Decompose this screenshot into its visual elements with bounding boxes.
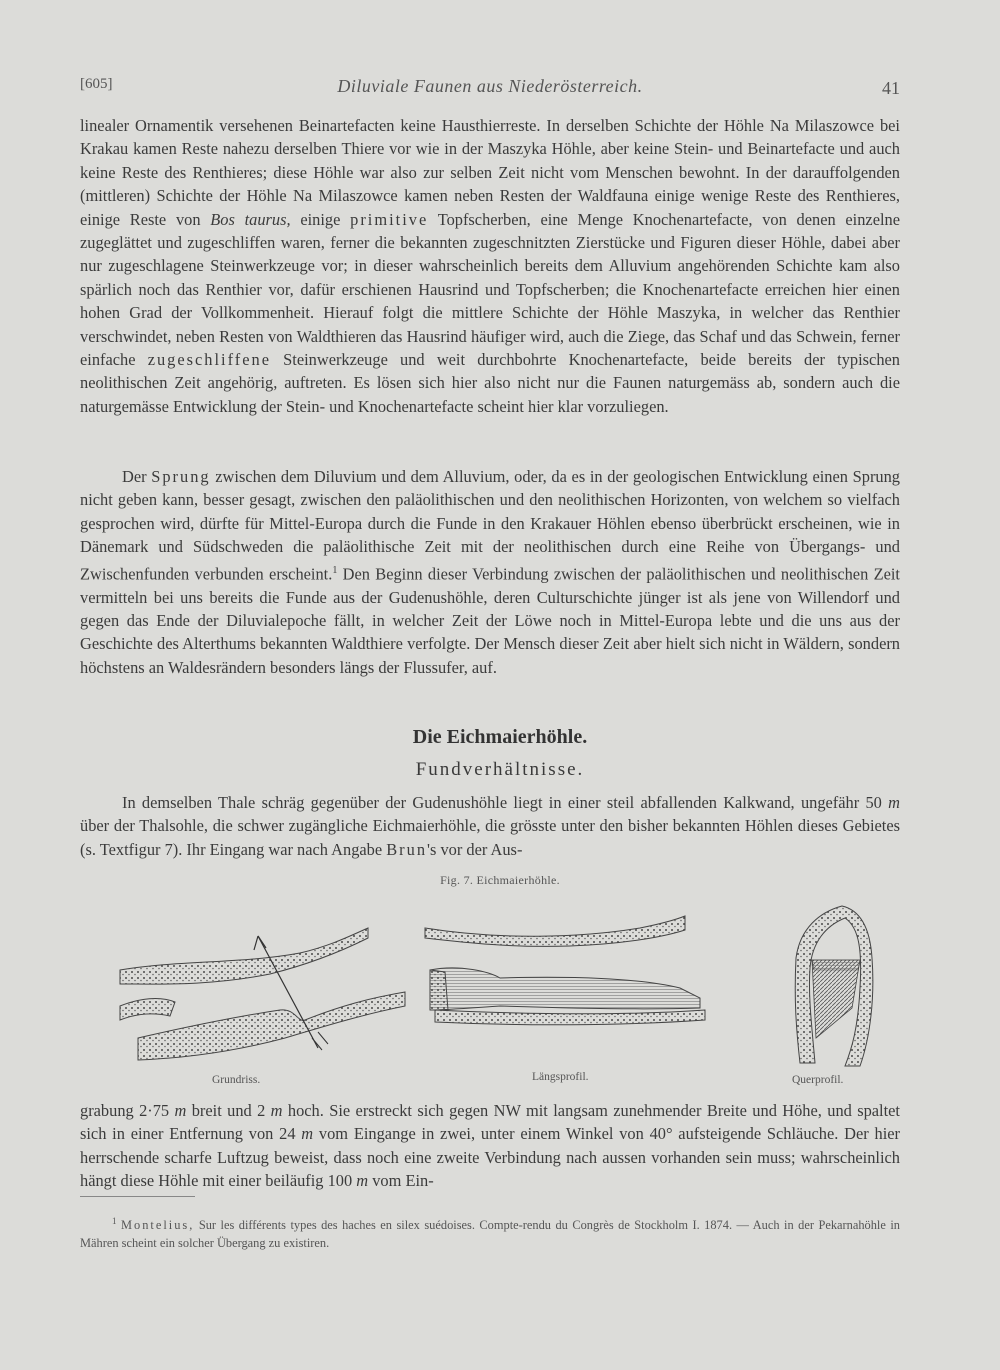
para3-text-a: In demselben Thale schräg gegenüber der Gudenushöhle liegt in einer steil abfallenden Kalkwand, ungefähr 50 <box>122 793 889 812</box>
para2-text-b: Den Beginn dieser Verbindung zwischen der paläolithischen und neolithischen Zeit vermitteln bei uns bereits die Funde aus der Gudenushöhle, deren Culturschichte jünger ist als jene von Willendorf und gegen das Ende der Diluvialepoche fällt, in welcher Zeit der Löwe noch in Mittel-Europa lebte und die uns aus der Geschichte des Alterthums bekannten Waldthiere verfolgte. Der Mensch dieser Zeit aber hielt sich nicht in Wäldern, sondern höchstens an Waldesrändern besonders längs der Flussufer, auf. <box>80 564 900 677</box>
para1-text-a: linealer Ornamentik versehenen Beinartefacten keine Hausthierreste. In derselben Schichte der Höhle Na Milaszowce bei Krakau kamen Reste nahezu derselben Thiere vor wie in der Maszyka Höhle, aber keine Stein- und Beinartefacte und auch keine Reste des Renthieres; diese Höhle war also zur selben Zeit nicht vom Menschen bewohnt. In der darauffolgenden (mittleren) Schichte der Höhle Na Milaszowce kamen neben Resten der Waldfauna einige wenige Reste des Renthieres, einige Reste von <box>80 116 900 229</box>
para3-spaced-name: Brun <box>386 839 428 859</box>
paragraph-1 <box>80 114 900 418</box>
laengsprofil-drawing <box>425 916 705 1025</box>
subcaption-querprofil: Querprofil. <box>792 1074 844 1086</box>
grundriss-drawing <box>120 928 405 1060</box>
para1-text-b: einige <box>290 209 351 229</box>
section-heading: Die Eichmaierhöhle. <box>412 726 588 748</box>
paragraph-2 <box>80 465 900 679</box>
footnote-number: 1 <box>112 1216 117 1226</box>
para1-spaced-word2: zugeschliffene <box>147 350 271 370</box>
paragraph-3 <box>80 791 900 861</box>
page-header <box>80 76 900 102</box>
cave-illustrations <box>100 898 900 1088</box>
para1-text-d: Steinwerkzeuge und weit durchbohrte Knochenartefacte, beide bereits der typischen neolithischen Zeit angehörig, auftreten. Es lösen sich hier also nicht nur die Faunen naturgemäss ab, sondern auch die naturgemässe Entwicklung der Stein- und Knochenartefacte scheint hier klar vorzuliegen. <box>80 350 900 416</box>
para4-unit-4: m <box>356 1171 369 1191</box>
para4-text-b: breit und 2 <box>186 1101 271 1120</box>
para1-text-c: Topfscherben, eine Menge Knochenartefacte, von denen einzelne zugeglättet und zugeschliffen waren, ferner die bekannten zugeschnitzten Zierstücke und Figuren dieser Höhle, dabei aber nur zugeschlagene Steinwerkzeuge vor; in dieser wahrscheinlich bereits dem Alluvium angehörenden Schichte kam also spärlich noch das Renthier vor, dafür erschienen Hausrind und Topfscherben; die Knochenartefacte erreichen hier einen hohen Grad der Vollkommenheit. Hierauf folgt die mittlere Schichte der Höhle Maszyka, in welcher das Renthier verschwindet, neben Resten von Waldthieren das Hausrind häufiger wird, auch die Ziege, das Schaf und das Schwein, ferner einfache <box>80 209 901 370</box>
para2-text-a: zwischen dem Diluvium und dem Alluvium, oder, da es in der geologischen Entwicklung einen Sprung nicht geben kann, besser gesagt, zwischen den paläolithischen und den neolithischen Horizonten, von welchem so vielfach gesprochen wird, dürfte für Mittel-Europa durch die Funde in den Krakauer Höhlen ebenso überbrückt erscheinen, wie in Dänemark und Südschweden die paläolithische Zeit mit der neolithischen durch eine Reihe von Übergangs- und Zwischenfunden verbunden erscheint. <box>80 467 901 584</box>
para2-spaced-word: Sprung <box>151 467 211 486</box>
para1-spaced-word: primitive <box>350 209 429 229</box>
page-reference: [605] <box>80 76 113 92</box>
para2-lead: Der <box>122 467 152 486</box>
footnote-divider <box>80 1196 195 1197</box>
para4-unit-2: m <box>270 1101 283 1120</box>
figure-caption: Fig. 7. Eichmaierhöhle. <box>440 873 560 887</box>
para3-text-b: über der Thalsohle, die schwer zugängliche Eichmaierhöhle, die grösste unter den bisher bekannten Höhlen dieses Gebietes (s. Textfigur 7). Ihr Eingang war nach Angabe <box>80 816 900 859</box>
footnote-author: Montelius, <box>120 1218 195 1233</box>
running-title: Diluviale Faunen aus Niederösterreich. <box>337 76 643 96</box>
para4-text-a: grabung 2·75 <box>80 1101 175 1120</box>
querprofil-drawing <box>795 906 873 1066</box>
para4-text-d: vom Eingange in zwei, unter einem Winkel von 40° aufsteigende Schläuche. Der hier herrschende scharfe Luftzug beweist, dass noch eine zweite Verbindung nach aussen vorhanden sein muss; wahrscheinlich hängt diese Höhle mit einer beiläufig 100 <box>80 1124 900 1191</box>
figure-7 <box>100 898 900 1088</box>
footnote-reference[interactable]: 1 <box>332 564 338 576</box>
para4-unit-1: m <box>174 1101 187 1120</box>
footnote <box>80 1212 900 1252</box>
paragraph-4 <box>80 1099 900 1193</box>
subcaption-grundriss: Grundriss. <box>212 1074 261 1086</box>
para3-unit: m <box>888 793 900 812</box>
section-subheading: Fundverhältnisse. <box>415 759 585 780</box>
para4-text-e: vom Ein- <box>368 1171 434 1191</box>
footnote-text: Sur les différents types des haches en silex suédoises. Compte-rendu du Congrès de Stockholm I. 1874. — Auch in der Pekarnahöhle in Mähren scheint ein solcher Übergang zu existiren. <box>80 1218 900 1251</box>
subcaption-laengsprofil: Längsprofil. <box>532 1071 589 1083</box>
page-number: 41 <box>882 78 900 98</box>
para4-text-c: hoch. Sie erstreckt sich gegen NW mit langsam zunehmender Breite und Höhe, und spaltet sich in einer Entfernung von 24 <box>80 1101 900 1144</box>
para3-text-c: 's vor der Aus- <box>427 839 523 859</box>
para4-unit-3: m <box>301 1124 314 1144</box>
para1-species: Bos taurus, <box>210 209 291 229</box>
